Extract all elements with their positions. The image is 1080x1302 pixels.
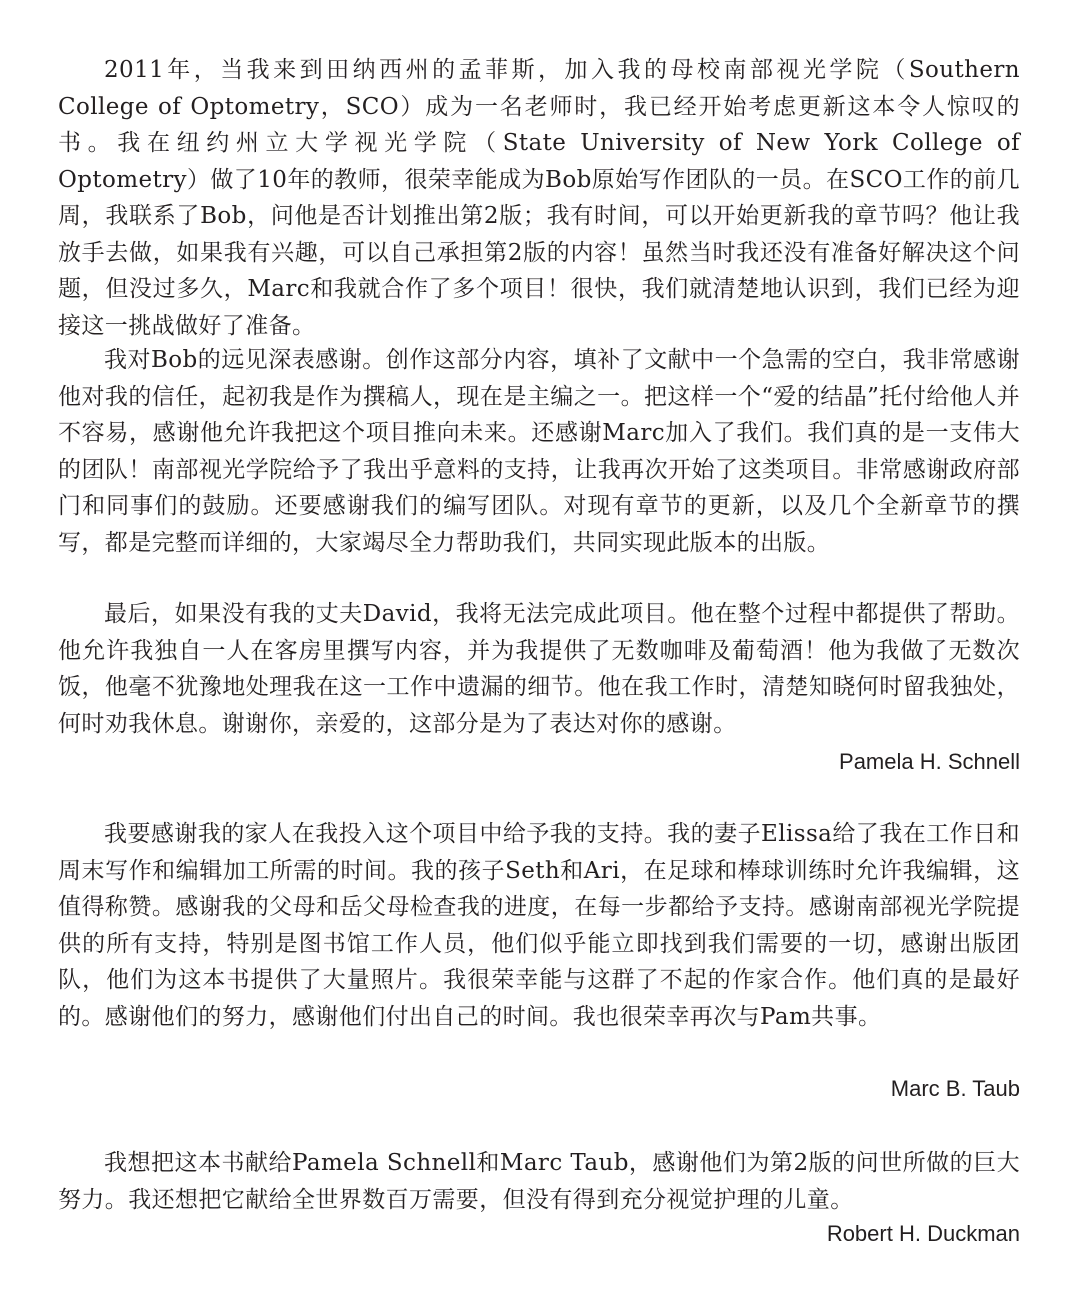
paragraph-schnell-1: 2011年，当我来到田纳西州的孟菲斯，加入我的母校南部视光学院（Southern College of Optometry，SCO）成为一名老师时，我已经开始考虑更新这本令人惊叹的书。我在纽约州立大学视光学院（State University of New York College of Optometry）做了10年的教师，很荣幸能成为Bob原始写作团队的一员。在SCO工作的前几周，我联系了Bob，问他是否计划推出第2版；我有时间，可以开始更新我的章节吗？他让我放手去做，如果我有兴趣，可以自己承担第2版的内容！虽然当时我还没有准备好解决这个问题，但没过多久，Marc和我就合作了多个项目！很快，我们就清楚地认识到，我们已经为迎接这一挑战做好了准备。	[58, 57, 1020, 339]
paragraph-schnell-3: 最后，如果没有我的丈夫David，我将无法完成此项目。他在整个过程中都提供了帮助。他允许我独自一人在客房里撰写内容，并为我提供了无数咖啡及葡萄酒！他为我做了无数次饭，他毫不犹豫地处理我在这一工作中遗漏的细节。他在我工作时，清楚知晓何时留我独处，何时劝我休息。谢谢你，亲爱的，这部分是为了表达对你的感谢。	[58, 601, 1020, 737]
paragraph-duckman-1: 我想把这本书献给Pamela Schnell和Marc Taub，感谢他们为第2版的问世所做的巨大努力。我还想把它献给全世界数百万需要，但没有得到充分视觉护理的儿童。	[58, 1150, 1020, 1213]
signature-marc-taub: Marc B. Taub	[890, 1076, 1020, 1101]
paragraph-schnell-2: 我对Bob的远见深表感谢。创作这部分内容，填补了文献中一个急需的空白，我非常感谢他对我的信任，起初我是作为撰稿人，现在是主编之一。把这样一个“爱的结晶”托付给他人并不容易，感谢他允许我把这个项目推向未来。还感谢Marc加入了我们。我们真的是一支伟大的团队！南部视光学院给予了我出乎意料的支持，让我再次开始了这类项目。非常感谢政府部门和同事们的鼓励。还要感谢我们的编写团队。对现有章节的更新，以及几个全新章节的撰写，都是完整而详细的，大家竭尽全力帮助我们，共同实现此版本的出版。	[58, 347, 1020, 556]
signature-robert-duckman: Robert H. Duckman	[826, 1221, 1020, 1246]
paragraph-taub-1: 我要感谢我的家人在我投入这个项目中给予我的支持。我的妻子Elissa给了我在工作日和周末写作和编辑加工所需的时间。我的孩子Seth和Ari，在足球和棒球训练时允许我编辑，这值得称赞。感谢我的父母和岳父母检查我的进度，在每一步都给予支持。感谢南部视光学院提供的所有支持，特别是图书馆工作人员，他们似乎能立即找到我们需要的一切，感谢出版团队，他们为这本书提供了大量照片。我很荣幸能与这群了不起的作家合作。他们真的是最好的。感谢他们的努力，感谢他们付出自己的时间。我也很荣幸再次与Pam共事。	[58, 821, 1020, 1030]
signature-pamela-schnell: Pamela H. Schnell	[839, 749, 1020, 774]
